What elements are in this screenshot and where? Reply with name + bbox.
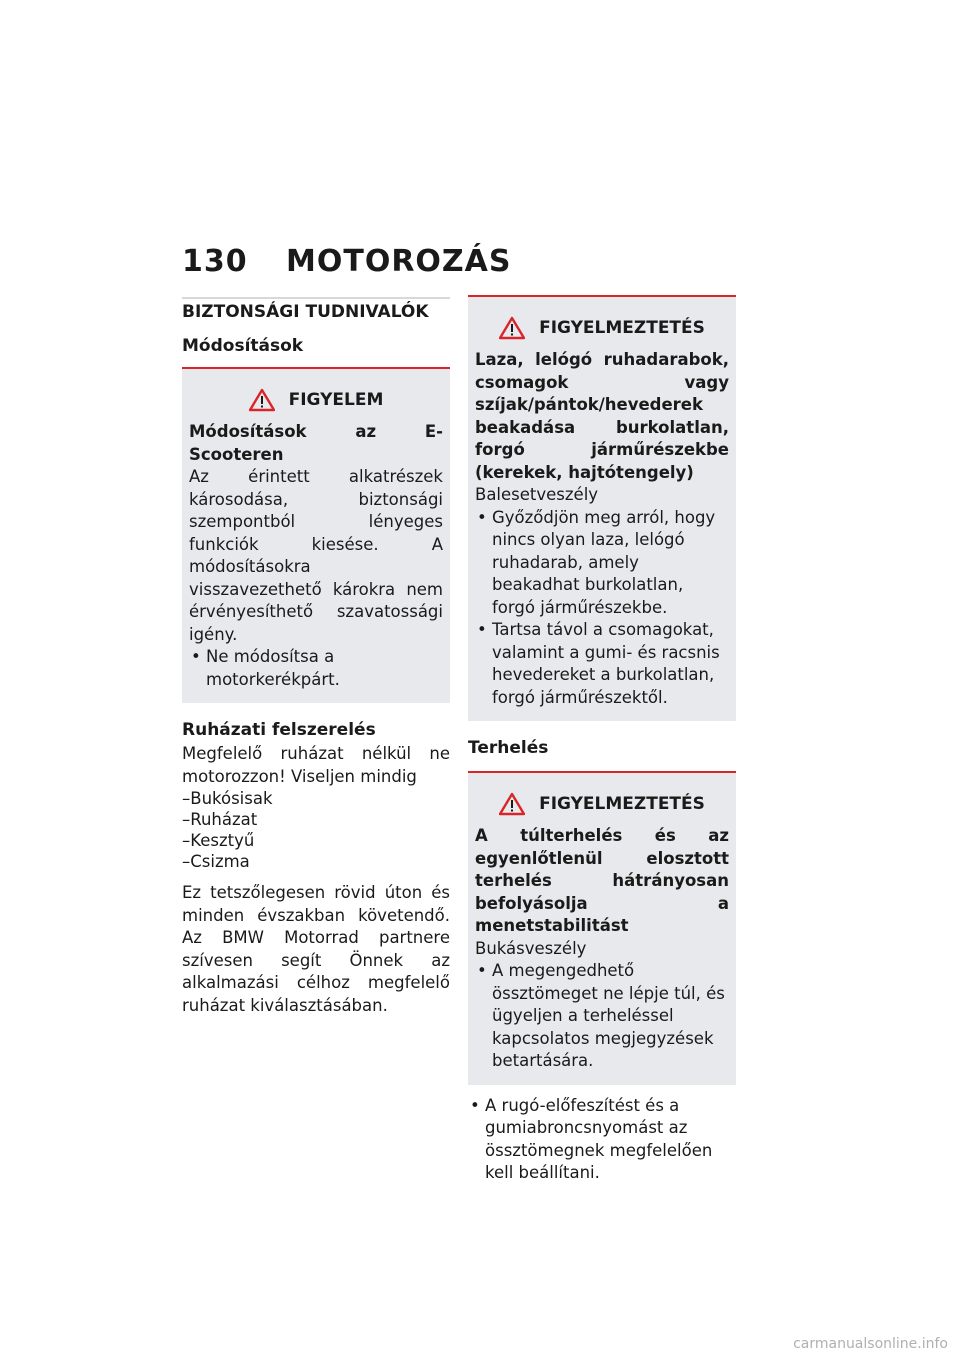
warning-body: Bukásveszély: [475, 938, 587, 958]
warning-label: FIGYELMEZTETÉS: [539, 318, 705, 338]
watermark-footer: carmanualsonline.info: [793, 1336, 948, 1352]
warning-box-loose-items: [468, 295, 736, 721]
warning-triangle-icon: [249, 388, 275, 412]
warning-triangle-icon: [499, 316, 525, 340]
warning-header: [475, 311, 729, 345]
list-item: • Tartsa távol a csomagokat, valamint a gumi- és racsnis hevedereket a burkolatlan, forgó járműrészektől.: [475, 619, 729, 709]
right-column: [468, 295, 736, 1185]
load-instructions: [468, 1095, 736, 1185]
chapter-title: MOTOROZÁS: [286, 244, 512, 279]
warning-headline: Módosítások az E-Scooteren: [189, 422, 443, 464]
warning-bullets: [475, 960, 729, 1073]
warning-body: Az érintett alkatrészek károsodása, biztonsági szempontból lényeges funkciók kiesése. A módosításokra visszavezethető károkra nem érvényesíthető szavatossági igény.: [189, 467, 443, 644]
section-title: BIZTONSÁGI TUDNIVALÓK: [182, 302, 429, 322]
clothing-list: [182, 788, 450, 872]
warning-box-modifications: [182, 367, 450, 703]
clothing-title: Ruházati felszerelés: [182, 720, 376, 740]
page-number: 130: [182, 244, 248, 279]
warning-label: FIGYELMEZTETÉS: [539, 794, 705, 814]
warning-headline: A túlterhelés és az egyenlőtlenül elosztott terhelés hátrányosan befolyásolja a menetstabilitást: [475, 826, 729, 935]
warning-box-load: [468, 771, 736, 1085]
list-item: • Győződjön meg arról, hogy nincs olyan laza, lelógó ruhadarab, amely beakadhat burkolatlan, forgó járműrészekbe.: [475, 507, 729, 620]
list-item: • A megengedhető össztömeget ne lépje túl, és ügyeljen a terheléssel kapcsolatos megjegyzések betartására.: [475, 960, 729, 1073]
clothing-note: Ez tetszőlegesen rövid úton és minden évszakban követendő. Az BMW Motorrad partnere szívesen segít Önnek az alkalmazási célhoz megfelelő ruházat kiválasztásában.: [182, 883, 450, 1015]
list-item: • A rugó-előfeszítést és a gumiabroncsnyomást az össztömegnek megfelelően kell beállítani.: [468, 1095, 736, 1185]
warning-label: FIGYELEM: [288, 390, 384, 410]
list-item: –Bukósisak: [182, 789, 273, 808]
warning-body: Balesetveszély: [475, 485, 599, 504]
left-column: [182, 297, 450, 1017]
warning-bullets: [475, 507, 729, 710]
load-title: Terhelés: [468, 738, 549, 758]
warning-bullets: [189, 646, 443, 691]
list-item: –Ruházat: [182, 810, 258, 829]
subsection-title: Módosítások: [182, 336, 304, 356]
list-item: • Ne módosítsa a motorkerékpárt.: [189, 646, 443, 691]
list-item: –Csizma: [182, 852, 250, 871]
page-header: [182, 244, 512, 279]
list-item: –Kesztyű: [182, 831, 255, 850]
warning-header: [475, 787, 729, 821]
warning-triangle-icon: [499, 792, 525, 816]
warning-headline: Laza, lelógó ruhadarabok, csomagok vagy szíjak/pántok/hevederek beakadása burkolatlan, forgó járműrészekbe (kerekek, hajtótengely): [475, 350, 729, 482]
warning-header: [189, 383, 443, 417]
clothing-intro: Megfelelő ruházat nélkül ne motorozzon! Viseljen mindig: [182, 744, 450, 786]
